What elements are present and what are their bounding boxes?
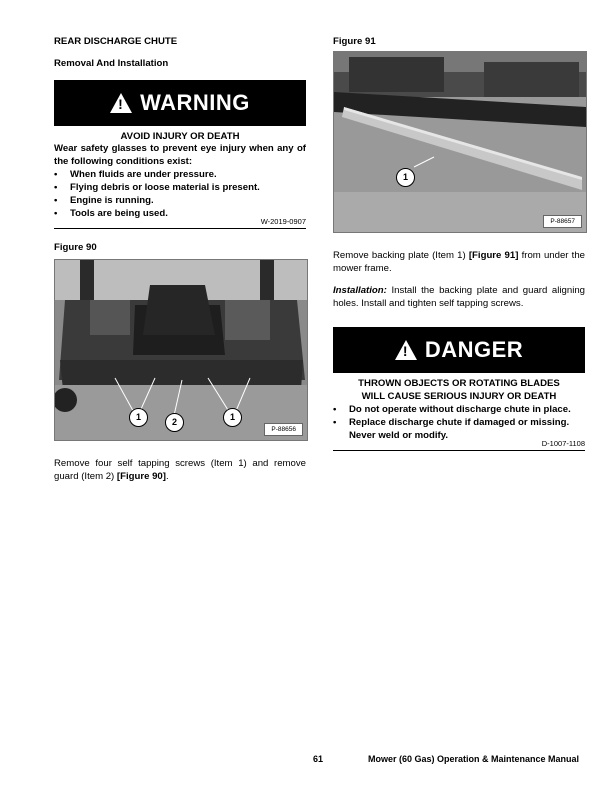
warning-rule — [54, 228, 306, 229]
danger-heading: THROWN OBJECTS OR ROTATING BLADES WILL CAUSE SERIOUS INJURY OR DEATH — [358, 378, 560, 402]
subsection-title: Removal And Installation — [54, 58, 169, 69]
page-number: 61 — [313, 754, 324, 764]
danger-triangle-icon: ! — [395, 340, 417, 360]
danger-item: • Do not operate without discharge chute in place. — [333, 404, 571, 415]
warning-heading: AVOID INJURY OR DEATH — [120, 131, 240, 142]
warning-triangle-icon: ! — [110, 93, 132, 113]
warning-code: W-2019-0907 — [260, 217, 306, 226]
warning-item: • Engine is running. — [54, 195, 154, 206]
callout-1-right: 1 — [223, 408, 242, 427]
callout-1-left: 1 — [129, 408, 148, 427]
danger-label: DANGER — [424, 337, 524, 362]
danger-list — [333, 403, 585, 442]
manual-title: Mower (60 Gas) Operation & Maintenance Manual — [368, 754, 580, 764]
warning-intro: Wear safety glasses to prevent eye injury when any of the following conditions exist: — [54, 143, 306, 167]
danger-code: D-1007-1108 — [541, 439, 585, 448]
backing-plate-image — [334, 52, 586, 232]
danger-banner — [333, 327, 585, 373]
danger-rule — [333, 450, 585, 451]
callout-1: 1 — [396, 168, 415, 187]
installation-instruction: Installation: Install the backing plate and guard aligning holes. Install and tighten self tapping screws. — [333, 285, 585, 309]
figure-91-instruction: Remove backing plate (Item 1) [Figure 91] from under the mower frame. — [333, 250, 586, 274]
danger-item: • Replace discharge chute if damaged or missing. Never weld or modify. — [333, 417, 570, 441]
warning-banner — [54, 80, 306, 126]
figure-90-label: Figure 90 — [54, 242, 97, 253]
figure-91-photo — [333, 51, 587, 233]
callout-2: 2 — [165, 413, 184, 432]
warning-item: • Flying debris or loose material is present. — [54, 182, 260, 193]
figure-91-label: Figure 91 — [333, 36, 376, 47]
warning-item: • When fluids are under pressure. — [54, 169, 217, 180]
figure-90-code: P-88656 — [264, 423, 303, 436]
figure-90-photo — [54, 259, 308, 441]
figure-90-instruction: Remove four self tapping screws (Item 1) and remove guard (Item 2) [Figure 90]. — [54, 458, 306, 482]
mower-underside-image — [55, 260, 307, 440]
figure-91-code: P-88657 — [543, 215, 582, 228]
section-title: REAR DISCHARGE CHUTE — [54, 36, 178, 47]
warning-item: • Tools are being used. — [54, 208, 168, 219]
warning-label: WARNING — [140, 90, 250, 115]
warning-list — [54, 168, 306, 220]
